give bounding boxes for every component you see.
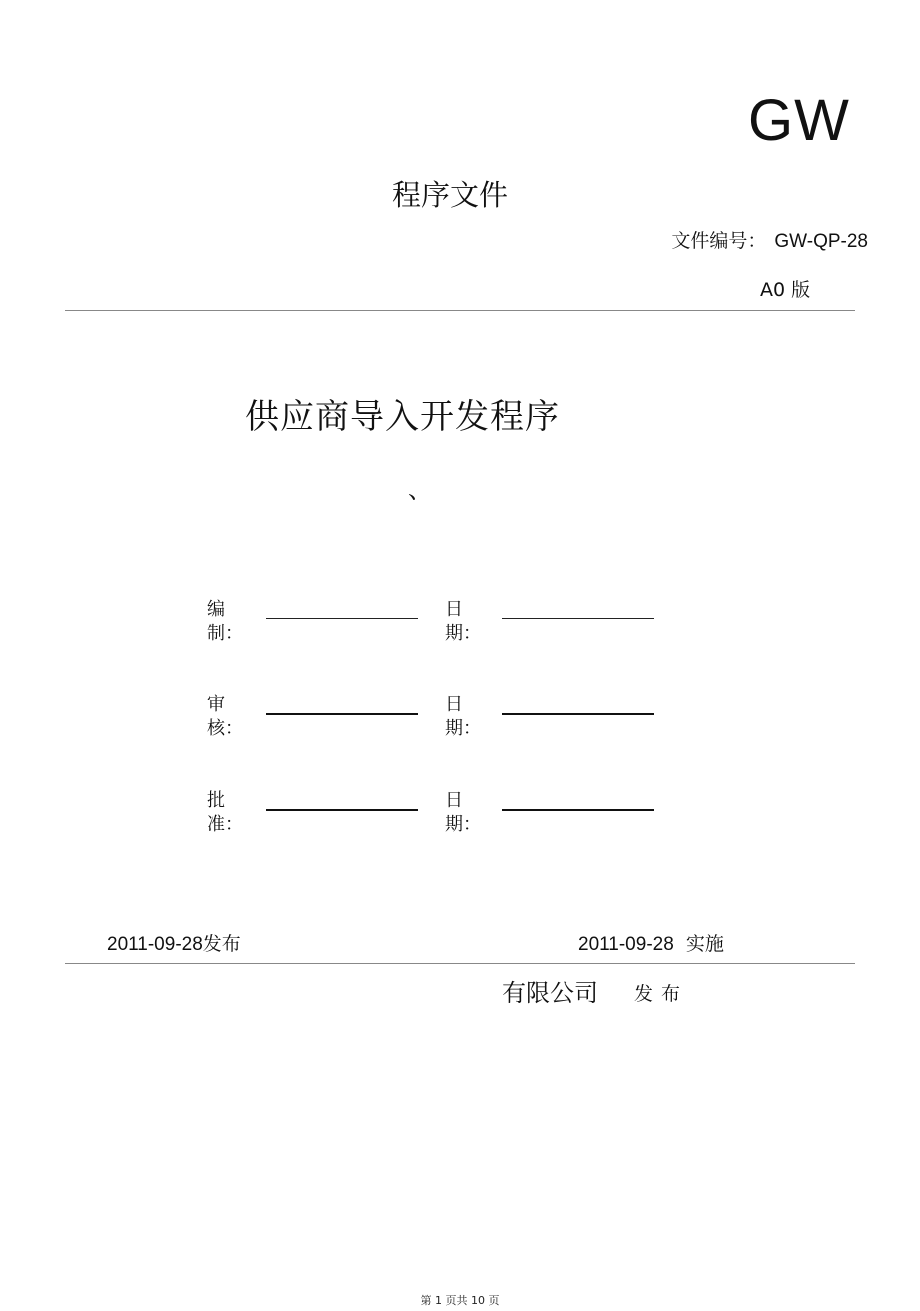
reviewed-date-label: 日期：	[445, 694, 481, 739]
implementation-label: 实施	[685, 933, 724, 955]
bottom-divider	[65, 963, 855, 964]
approved-date-field[interactable]	[502, 809, 654, 811]
version-label: A0 版	[760, 279, 811, 301]
implementation-date	[578, 935, 724, 954]
document-title: 供应商导入开发程序	[245, 397, 560, 437]
page-footer: 第 1 页共 10 页	[420, 1294, 500, 1307]
prepared-date-label: 日期：	[445, 599, 481, 644]
reviewed-by-label: 审核：	[207, 694, 243, 739]
approved-by-label: 批准：	[207, 790, 243, 835]
issue-date	[107, 935, 241, 954]
document-type: 程序文件	[392, 178, 509, 212]
approved-date-label: 日期：	[445, 790, 481, 835]
document-number-value: GW-QP-28	[774, 231, 868, 252]
prepared-by-field[interactable]	[266, 618, 418, 619]
approved-by-field[interactable]	[266, 809, 418, 811]
company-name: 有限公司	[502, 979, 598, 1007]
implementation-date-value: 2011-09-28	[578, 934, 674, 955]
prepared-date-field[interactable]	[502, 618, 654, 619]
reviewed-date-field[interactable]	[502, 713, 654, 715]
issue-label: 发布	[202, 933, 241, 955]
issue-date-value: 2011-09-28	[107, 934, 203, 955]
top-divider	[65, 310, 855, 311]
prepared-by-label: 编制：	[207, 599, 243, 644]
stray-mark: 、	[408, 476, 432, 504]
document-number-label: 文件编号：	[671, 230, 767, 252]
reviewed-by-field[interactable]	[266, 713, 418, 715]
publish-label: 发布	[634, 983, 689, 1005]
company-logo-text: GW	[748, 88, 850, 153]
document-number	[671, 232, 868, 251]
